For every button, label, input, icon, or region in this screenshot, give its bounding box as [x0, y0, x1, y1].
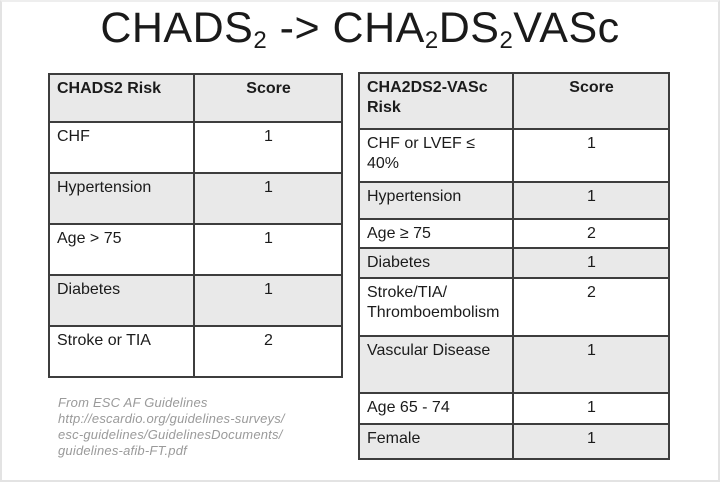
table-row — [359, 248, 669, 278]
citation-line: From ESC AF Guidelines — [58, 395, 208, 410]
risk-cell: Stroke/TIA/ Thromboembolism — [359, 278, 513, 336]
table-row — [359, 129, 669, 182]
score-cell: 2 — [513, 278, 669, 336]
risk-cell: Diabetes — [49, 275, 194, 326]
score-cell: 1 — [194, 224, 342, 275]
citation-line: guidelines-afib-FT.pdf — [58, 443, 187, 458]
table-header-row — [49, 74, 342, 122]
cha2ds2vasc-table — [358, 72, 670, 460]
risk-cell: CHF or LVEF ≤ 40% — [359, 129, 513, 182]
table-row — [359, 182, 669, 219]
risk-cell: Female — [359, 424, 513, 459]
footer-citation — [58, 395, 285, 459]
score-column-header: Score — [513, 73, 669, 129]
score-cell: 1 — [194, 173, 342, 224]
risk-cell: Hypertension — [359, 182, 513, 219]
score-cell: 2 — [513, 219, 669, 248]
risk-cell: CHF — [49, 122, 194, 173]
table-row — [359, 219, 669, 248]
chads2-table — [48, 73, 343, 378]
score-cell: 1 — [513, 336, 669, 393]
score-cell: 1 — [513, 182, 669, 219]
risk-cell: Diabetes — [359, 248, 513, 278]
risk-column-header: CHA2DS2-VASc Risk — [359, 73, 513, 129]
title-segment: -> CHA — [267, 4, 425, 52]
score-cell: 1 — [194, 122, 342, 173]
score-cell: 2 — [194, 326, 342, 377]
title-subscript: 2 — [253, 27, 268, 54]
table-row — [49, 326, 342, 377]
score-cell: 1 — [194, 275, 342, 326]
table-row — [359, 393, 669, 424]
table-header-row — [359, 73, 669, 129]
table-row — [49, 275, 342, 326]
title-segment: DS — [438, 4, 500, 52]
score-column-header: Score — [194, 74, 342, 122]
table-row — [359, 424, 669, 459]
table-row — [359, 278, 669, 336]
table-row — [359, 336, 669, 393]
risk-cell: Age ≥ 75 — [359, 219, 513, 248]
title-subscript: 2 — [424, 27, 439, 54]
citation-line: esc-guidelines/GuidelinesDocuments/ — [58, 427, 283, 442]
citation-line: http://escardio.org/guidelines-surveys/ — [58, 411, 285, 426]
title-segment: CHADS — [100, 4, 254, 52]
table-row — [49, 224, 342, 275]
score-cell: 1 — [513, 248, 669, 278]
title-segment: VASc — [513, 4, 620, 52]
table-row — [49, 173, 342, 224]
risk-column-header: CHADS2 Risk — [49, 74, 194, 122]
score-cell: 1 — [513, 129, 669, 182]
risk-cell: Hypertension — [49, 173, 194, 224]
risk-cell: Vascular Disease — [359, 336, 513, 393]
risk-cell: Age 65 - 74 — [359, 393, 513, 424]
score-cell: 1 — [513, 393, 669, 424]
risk-cell: Stroke or TIA — [49, 326, 194, 377]
score-cell: 1 — [513, 424, 669, 459]
page-title — [0, 4, 720, 53]
title-subscript: 2 — [499, 27, 514, 54]
risk-cell: Age > 75 — [49, 224, 194, 275]
table-row — [49, 122, 342, 173]
